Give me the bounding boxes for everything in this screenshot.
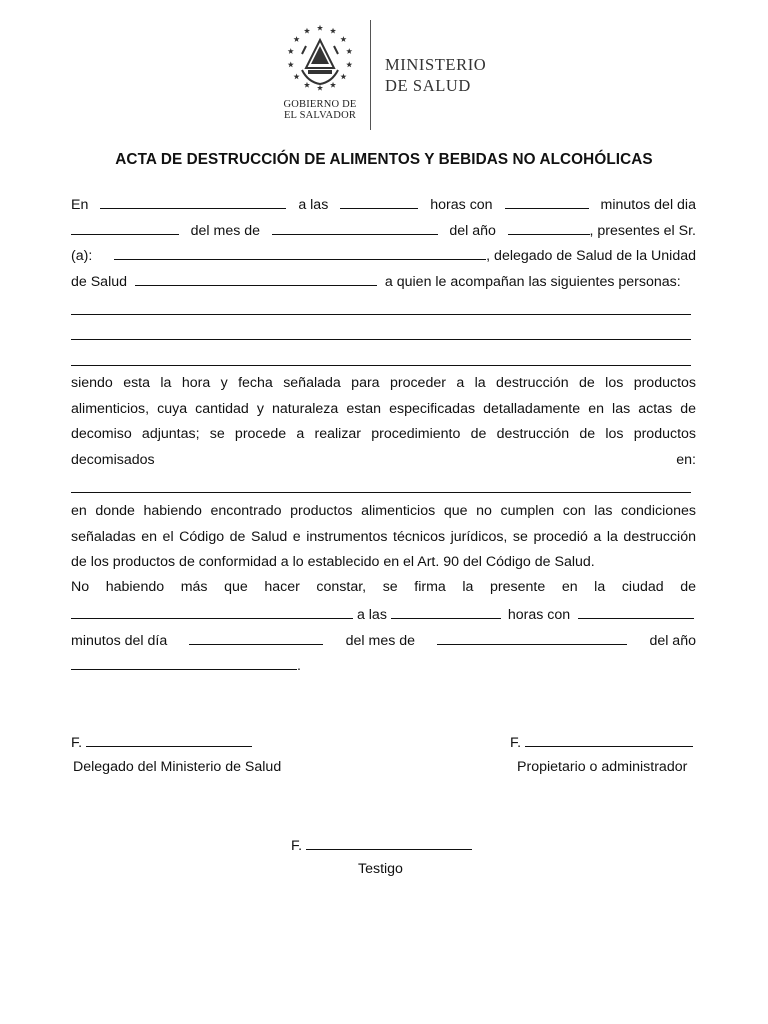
seal-star-icon bbox=[340, 74, 346, 80]
seal-star-icon bbox=[288, 48, 294, 54]
delegate-group bbox=[114, 246, 696, 265]
text-fragment: en: bbox=[676, 452, 696, 468]
witness-signature-field[interactable] bbox=[306, 836, 472, 850]
text-fragment: de los productos de conformidad a lo establecido en el Art. 90 del Código de Salud. bbox=[71, 554, 595, 570]
delegate-signature-field[interactable] bbox=[86, 733, 252, 747]
government-label bbox=[276, 99, 364, 121]
text-fragment: , delegado de Salud de la Unidad bbox=[486, 248, 696, 264]
text-fragment: No habiendo más que hacer constar, se firma la presente en la ciudad de bbox=[71, 579, 696, 595]
owner-caption: Propietario o administrador bbox=[517, 759, 688, 775]
body-line-14 bbox=[71, 631, 696, 650]
body-line-5 bbox=[71, 375, 696, 392]
witness-signature-line bbox=[291, 836, 472, 854]
text-fragment: del año bbox=[649, 633, 696, 649]
logo-divider bbox=[370, 20, 371, 130]
text-fragment: señaladas en el Código de Salud e instrumentos técnicos jurídicos, se procedió a la destrucción bbox=[71, 529, 696, 545]
owner-signature-line bbox=[510, 733, 693, 751]
text-fragment: , presentes el Sr. bbox=[589, 223, 696, 239]
body-line-10 bbox=[71, 529, 696, 546]
witness-caption: Testigo bbox=[358, 861, 403, 877]
text-fragment: alimenticios, cuya cantidad y naturaleza estan especificadas detalladamente en las actas de bbox=[71, 401, 696, 417]
blank-year-field[interactable] bbox=[508, 221, 590, 235]
blank-hour-field[interactable] bbox=[340, 195, 418, 209]
text-fragment: a las bbox=[298, 197, 329, 213]
text-fragment: . bbox=[297, 658, 301, 674]
signature-prefix: F. bbox=[291, 838, 303, 854]
body-line-7 bbox=[71, 426, 696, 443]
ministry-line-2: DE SALUD bbox=[385, 76, 471, 95]
body-line-6 bbox=[71, 401, 696, 418]
blank-delegate-name-field[interactable] bbox=[114, 246, 486, 260]
body-line-1 bbox=[71, 195, 696, 214]
text-fragment: a quien le acompañan las siguientes personas: bbox=[384, 274, 681, 290]
document-title: ACTA DE DESTRUCCIÓN DE ALIMENTOS Y BEBIDAS NO ALCOHÓLICAS bbox=[115, 151, 653, 168]
blank-persons-line-1[interactable] bbox=[71, 314, 691, 315]
blank-sign-month-field[interactable] bbox=[437, 631, 627, 645]
ministry-logo bbox=[276, 20, 506, 132]
blank-health-unit-field[interactable] bbox=[135, 272, 377, 286]
text-fragment: de Salud bbox=[71, 274, 128, 290]
delegate-caption: Delegado del Ministerio de Salud bbox=[73, 759, 282, 775]
text-fragment: decomisados bbox=[71, 452, 155, 468]
body-line-15 bbox=[71, 656, 696, 675]
national-seal-icon bbox=[284, 24, 356, 96]
ministry-label bbox=[385, 54, 486, 96]
body-line-11 bbox=[71, 554, 696, 571]
text-fragment: horas con bbox=[507, 607, 571, 623]
signature-prefix: F. bbox=[71, 735, 83, 751]
body-line-13 bbox=[71, 605, 696, 624]
seal-star-icon bbox=[304, 82, 310, 88]
blank-sign-year-field[interactable] bbox=[71, 656, 297, 670]
blank-destruction-place-line[interactable] bbox=[71, 492, 691, 493]
seal-star-icon bbox=[317, 25, 323, 31]
text-fragment: minutos del día bbox=[71, 633, 168, 649]
blank-sign-minutes-field[interactable] bbox=[578, 605, 694, 619]
blank-persons-line-2[interactable] bbox=[71, 339, 691, 340]
text-fragment: decomiso adjuntas; se procede a realizar procedimiento de destrucción de los productos bbox=[71, 426, 696, 442]
government-line-2: EL SALVADOR bbox=[283, 110, 357, 121]
text-fragment: (a): bbox=[71, 248, 93, 264]
blank-sign-day-field[interactable] bbox=[189, 631, 323, 645]
text-fragment: del mes de bbox=[345, 633, 416, 649]
seal-star-icon bbox=[340, 36, 346, 42]
seal-star-icon bbox=[294, 36, 300, 42]
owner-signature-field[interactable] bbox=[525, 733, 693, 747]
body-line-2 bbox=[71, 221, 696, 240]
text-fragment: del mes de bbox=[190, 223, 261, 239]
text-fragment: siendo esta la hora y fecha señalada para proceder a la destrucción de los productos bbox=[71, 375, 696, 391]
body-line-4 bbox=[71, 272, 696, 291]
delegate-signature-line bbox=[71, 733, 252, 751]
seal-star-icon bbox=[304, 28, 310, 34]
seal-star-icon bbox=[317, 85, 323, 91]
body-line-12 bbox=[71, 579, 696, 596]
signature-prefix: F. bbox=[510, 735, 522, 751]
body-line-9 bbox=[71, 503, 696, 520]
blank-sign-hour-field[interactable] bbox=[391, 605, 501, 619]
seal-star-icon bbox=[346, 61, 352, 67]
blank-place-field[interactable] bbox=[100, 195, 286, 209]
seal-star-icon bbox=[294, 74, 300, 80]
government-line-1: GOBIERNO DE bbox=[283, 99, 357, 110]
year-group bbox=[508, 221, 696, 240]
ministry-line-1: MINISTERIO bbox=[385, 55, 487, 74]
text-fragment: del año bbox=[449, 223, 496, 239]
seal-star-icon bbox=[346, 48, 352, 54]
blank-day-field[interactable] bbox=[71, 221, 179, 235]
body-line-3 bbox=[71, 246, 696, 265]
seal-star-icon bbox=[288, 61, 294, 67]
text-fragment: a las bbox=[356, 607, 387, 623]
seal-star-icon bbox=[330, 82, 336, 88]
text-fragment: minutos del dia bbox=[600, 197, 696, 213]
text-fragment: horas con bbox=[430, 197, 493, 213]
blank-city-field[interactable] bbox=[71, 605, 353, 619]
blank-persons-line-3[interactable] bbox=[71, 365, 691, 366]
text-fragment: En bbox=[71, 197, 89, 213]
blank-minutes-field[interactable] bbox=[505, 195, 589, 209]
body-line-8 bbox=[71, 452, 696, 469]
seal-star-icon bbox=[330, 28, 336, 34]
blank-month-field[interactable] bbox=[272, 221, 438, 235]
text-fragment: en donde habiendo encontrado productos alimenticios que no cumplen con las condiciones bbox=[71, 503, 696, 519]
